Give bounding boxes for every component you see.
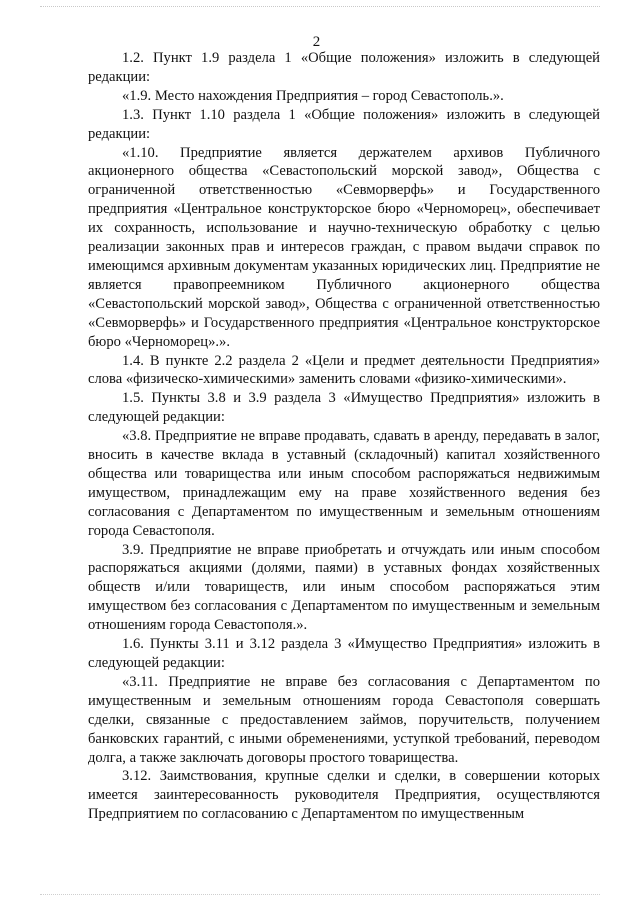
paragraph-1-3: 1.3. Пункт 1.10 раздела 1 «Общие положения» изложить в следующей редакции: (88, 106, 600, 142)
quote-3-8: «3.8. Предприятие не вправе продавать, сдавать в аренду, передавать в залог, вносить в качестве вклада в уставный (складочный) капитал хозяйственного общества или товарищества или иным способом распоряжаться недвижимым имуществом, принадлежащим ему на праве хозяйственного ведения без согласования с Департаментом по имущественным и земельным отношениям города Севастополя. (88, 428, 600, 539)
quote-3-12: 3.12. Заимствования, крупные сделки и сделки, в совершении которых имеется заинтересованность руководителя Предприятия, осуществляются Предприятием по согласованию с Департаментом по имущественным (88, 768, 600, 823)
quote-1-10: «1.10. Предприятие является держателем архивов Публичного акционерного общества «Севастопольский морской завод», Общества с ограниченной ответственностью «Севморверфь» и Государственного предприятия «Центральное конструкторское бюро «Черноморец», обеспечивает их сохранность, использование и научно-техническую обработку с целью реализации законных прав и интересов граждан, с правом выдачи справок по имеющимся архивным документам указанных юридических лиц. Предприятие не является правопреемником Публичного акционерного общества «Севастопольский морской завод», Общества с ограниченной ответственностью «Севморверфь» и Государственного предприятия «Центральное конструкторское бюро «Черноморец».». (88, 144, 600, 350)
paragraph-1-5: 1.5. Пункты 3.8 и 3.9 раздела 3 «Имущество Предприятия» изложить в следующей редакции: (88, 390, 600, 426)
scan-artifact-top (40, 6, 600, 9)
quote-3-9: 3.9. Предприятие не вправе приобретать и отчуждать или иным способом распоряжаться акциями (долями, паями) в уставных фондах хозяйственных обществ и/или товариществ, или иным способом распоряжаться этим имуществом без согласования с Департаментом по имущественным и земельным отношениям города Севастополя.». (88, 541, 600, 634)
paragraph-1-2: 1.2. Пункт 1.9 раздела 1 «Общие положения» изложить в следующей редакции: (88, 50, 600, 85)
document-body (88, 49, 600, 824)
quote-1-9: «1.9. Место нахождения Предприятия – город Севастополь.». (122, 87, 504, 104)
paragraph-1-6: 1.6. Пункты 3.11 и 3.12 раздела 3 «Имущество Предприятия» изложить в следующей редакции: (88, 636, 600, 671)
paragraph-1-4: 1.4. В пункте 2.2 раздела 2 «Цели и предмет деятельности Предприятия» слова «физическо-химическими» заменить словами «физико-химическими». (88, 352, 600, 388)
scan-artifact-bottom (40, 894, 600, 897)
quote-3-11: «3.11. Предприятие не вправе без согласования с Департаментом по имущественным и земельным отношениям города Севастополя совершать сделки, связанные с предоставлением займов, поручительств, получением банковских гарантий, с иными обременениями, уступкой требований, переводом долга, а также заключать договоры простого товарищества. (88, 673, 600, 766)
page-number: 2 (312, 34, 321, 50)
